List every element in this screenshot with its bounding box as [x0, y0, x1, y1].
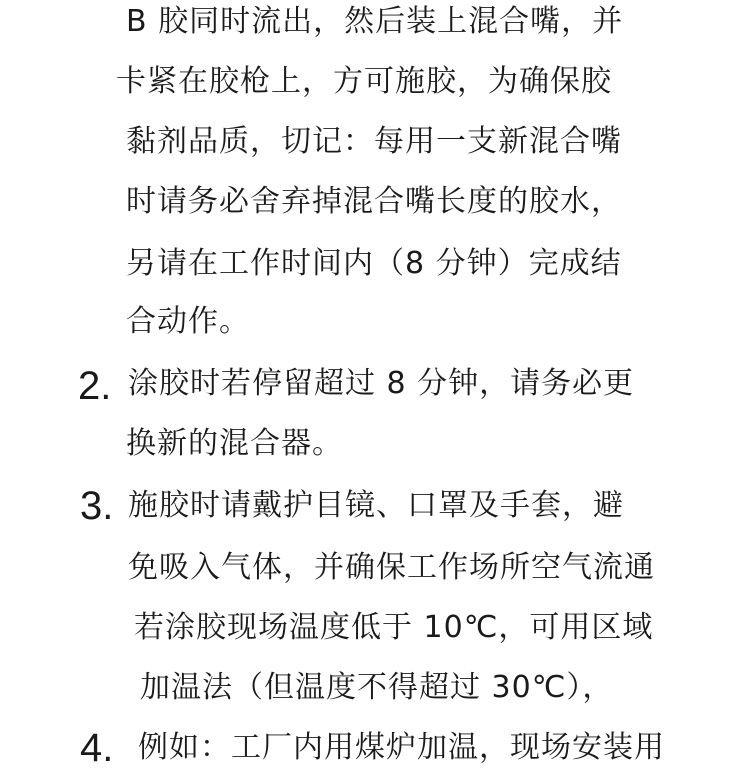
text-line: 另请在工作时间内（8 分钟）完成结 [126, 246, 622, 281]
text-line: 换新的混合器。 [126, 426, 343, 461]
text-line: 涂胶时若停留超过 8 分钟，请务必更 [128, 366, 635, 401]
text-line: 加温法（但温度不得超过 30℃）， [140, 670, 614, 705]
text-line: 黏剂品质，切记：每用一支新混合嘴 [126, 124, 622, 159]
text-line: 卡紧在胶枪上，方可施胶，为确保胶 [116, 64, 612, 99]
list-number: 4. [80, 726, 114, 770]
text-line: 若涂胶现场温度低于 10℃，可用区域 [134, 610, 654, 645]
text-line: 免吸入气体，并确保工作场所空气流通 [128, 550, 655, 585]
text-line: B 胶同时流出，然后装上混合嘴，并 [126, 4, 624, 39]
list-number: 3. [80, 484, 114, 528]
text-line: 时请务必舍弃掉混合嘴长度的胶水， [126, 184, 622, 219]
list-number: 2. [78, 364, 112, 408]
text-line: 例如：工厂内用煤炉加温，现场安装用 [138, 730, 665, 765]
text-line: 合动作。 [126, 304, 250, 339]
text-line: 施胶时请戴护目镜、口罩及手套，避 [128, 488, 624, 523]
